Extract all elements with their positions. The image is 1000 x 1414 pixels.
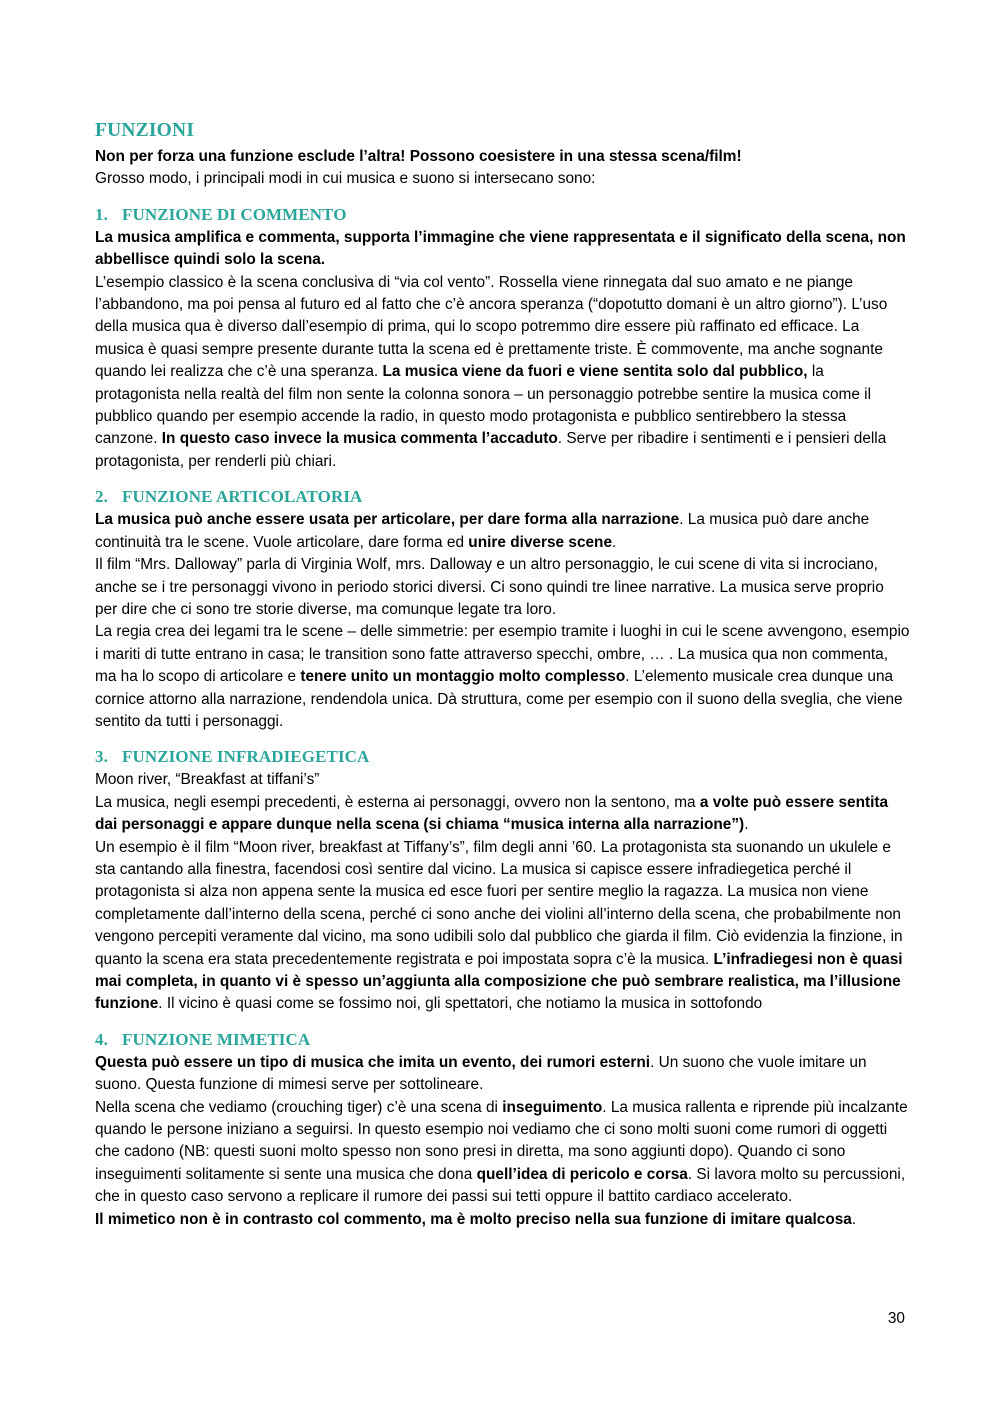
section-heading-mimetica: 4. FUNZIONE MIMETICA xyxy=(95,1029,311,1049)
section-articolatoria-paragraph: Il film “Mrs. Dalloway” parla di Virginia Wolf, mrs. Dalloway e un altro personaggio, le cui scene di vita si incrociano, anche se i tre personaggi vivono in periodo storici diversi. Ci sono quindi tre linee narrative. La musica serve proprio per dire che ci sono tre storie diverse, ma comunque legate tra loro. xyxy=(95,556,884,618)
section-mimetica-paragraph: Questa può essere un tipo di musica che imita un evento, dei rumori esterni. Un suono che vuole imitare un suono. Questa funzione di mimesi serve per sottolineare. xyxy=(95,1053,867,1094)
page-title: FUNZIONI xyxy=(95,120,195,141)
section-heading-commento: 1. FUNZIONE DI COMMENTO xyxy=(95,204,347,224)
section-articolatoria-paragraph: La musica può anche essere usata per articolare, per dare forma alla narrazione. La musica può dare anche continuità tra le scene. Vuole articolare, dare forma ed unire diverse scene. xyxy=(95,511,870,551)
section-mimetica-paragraph: Il mimetico non è in contrasto col commento, ma è molto preciso nella sua funzione di imitare qualcosa. xyxy=(95,1210,857,1228)
intro-text: Grosso modo, i principali modi in cui musica e suono si intersecano sono: xyxy=(95,170,596,188)
section-infradiegetica-paragraph: Moon river, “Breakfast at tiffani’s” xyxy=(95,771,320,789)
section-articolatoria-paragraph: La regia crea dei legami tra le scene – delle simmetrie: per esempio tramite i luoghi in cui le scene avvengono, esempio i mariti di tutte entrano in casa; le transition sono fatte attraverso specchi, ombre, … . La musica qua non commenta, ma ha lo scopo di articolare e tenere unito un montaggio molto complesso. L’elemento musicale crea dunque una cornice attorno alla narrazione, rendendola unica. Dà struttura, come per esempio con il suono della sveglia, che viene sentito da tutti i personaggi. xyxy=(95,623,910,730)
section-infradiegetica-paragraph: Un esempio è il film “Moon river, breakfast at Tiffany’s”, film degli anni ’60. La protagonista sta suonando un ukulele e sta cantando alla finestra, facendosi così sentire dal vicino. La musica si capisce essere infradiegetica perché il protagonista si alza non appena sente la musica ed esce fuori per sentire meglio la ragazza. La musica non viene completamente dall’interno della scena, perché ci sono anche dei violini all’interno della scena, che probabilmente non vengono percepiti veramente dal vicino, ma sono udibili solo dal pubblico che giarda il film. Ciò evidenzia la finzione, in quanto la scena era stata precedentemente registrata e poi impostata sopra c’è la musica. L’infradiegesi non è quasi mai completa, in quanto vi è spesso un’aggiunta alla composizione che può sembrare realistica, ma l’illusione funzione. Il vicino è quasi come se fossimo noi, gli spettatori, che notiamo la musica in sottofondo xyxy=(95,838,903,1013)
page-number: 30 xyxy=(887,1310,905,1327)
intro-bold: Non per forza una funzione esclude l’altra! Possono coesistere in una stessa scena/film! xyxy=(95,148,742,165)
section-commento-paragraph: L’esempio classico è la scena conclusiva di “via col vento”. Rossella viene rinnegata dal suo amato e ne piange l’abbandono, ma poi pensa al futuro ed al fatto che c’è ancora speranza (“dopotutto domani è un altro giorno”). L’uso della musica qua è diverso dall’esempio di prima, qui lo scopo potremmo dire essere più raffinato ed efficace. La musica è quasi sempre presente durante tutta la scena ed è prettamente triste. È commovente, ma anche sognante quando lei realizza che c’è una speranza. La musica viene da fuori e viene sentita solo dal pubblico, la protagonista nella realtà del film non sente la colonna sonora – un personaggio potrebbe sentire la musica come il pubblico quando per esempio accende la radio, in questo modo protagonista e pubblico sentirebbero la stessa canzone. In questo caso invece la musica commenta l’accaduto. Serve per ribadire i sentimenti e i pensieri della protagonista, per renderli più chiari. xyxy=(95,273,888,470)
section-heading-articolatoria: 2. FUNZIONE ARTICOLATORIA xyxy=(95,487,363,507)
section-commento-paragraph: La musica amplifica e commenta, supporta l’immagine che viene rappresentata e il significato della scena, non abbellisce quindi solo la scena. xyxy=(95,228,906,269)
section-infradiegetica-paragraph: La musica, negli esempi precedenti, è esterna ai personaggi, ovvero non la sentono, ma a volte può essere sentita dai personaggi e appare dunque nella scena (si chiama “musica interna alla narrazione”). xyxy=(95,793,889,834)
section-mimetica-paragraph: Nella scena che vediamo (crouching tiger) c’è una scena di inseguimento. La musica rallenta e riprende più incalzante quando le persone iniziano a seguirsi. In questo esempio noi vediamo che ci sono molti suoni come rumori di oggetti che cadono (NB: questi suoni molto spesso non sono presi in diretta, ma sono aggiunti dopo). Quando ci sono inseguimenti solitamente si sente una musica che dona quell’idea di pericolo e corsa. Si lavora molto su percussioni, che in questo caso servono a replicare il rumore dei passi sui tetti oppure il battito cardiaco accelerato. xyxy=(95,1098,908,1206)
document-page xyxy=(95,120,910,1231)
section-heading-infradiegetica: 3. FUNZIONE INFRADIEGETICA xyxy=(95,747,370,767)
